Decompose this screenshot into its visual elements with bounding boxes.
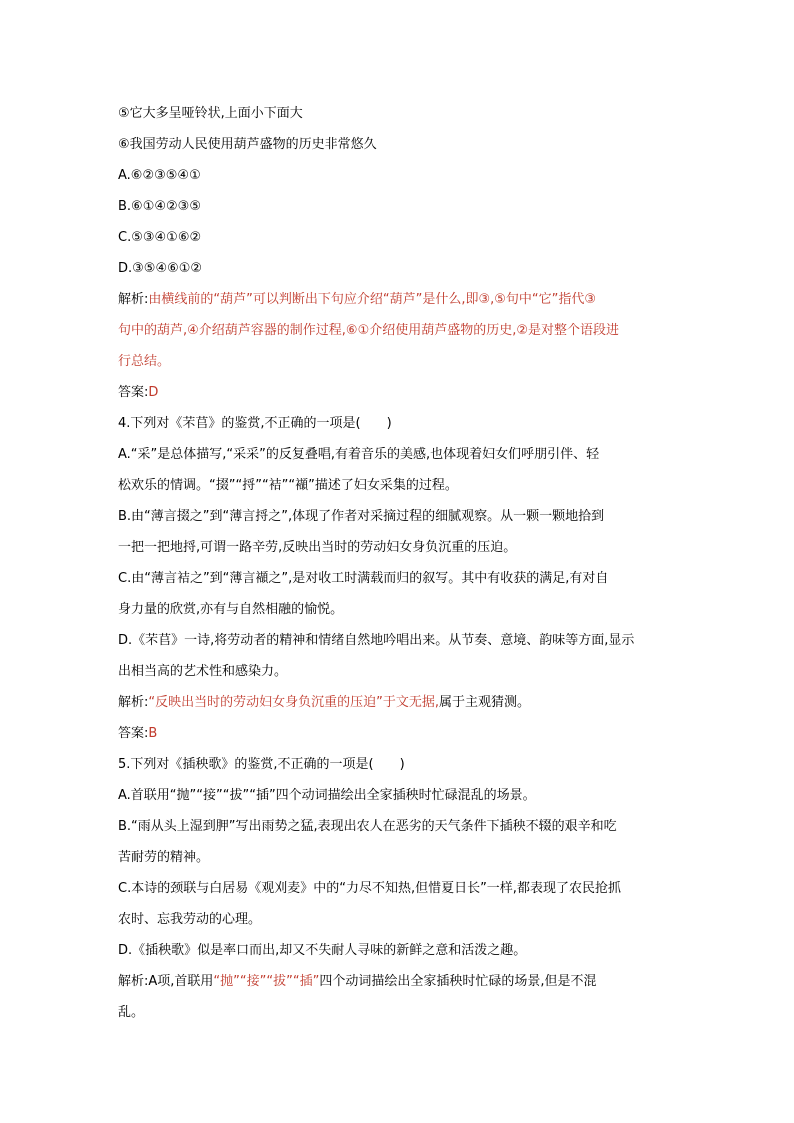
q4-option-d-line-1: D.《芣苢》一诗,将劳动者的精神和情绪自然地吟唱出来。从节奏、意境、韵味等方面,显示 [118,633,635,648]
q4-analysis-rest: 属于主观猜测。 [439,695,531,710]
q5-option-b-line-2: 苦耐劳的精神。 [118,850,210,865]
q3-analysis-line-3: 行总结。 [118,354,171,369]
q3-option-a: A.⑥②③⑤④① [118,168,201,183]
q5-analysis-label: 解析: [118,974,149,989]
q5-analysis-line-1 [118,966,678,997]
q4-answer-label: 答案: [118,726,149,741]
q3-answer-label: 答案: [118,385,149,400]
q3-answer [118,377,678,408]
q5-option-b-line-1: B.“雨从头上湿到胛”写出雨势之猛,表现出农人在恶劣的天气条件下插秧不辍的艰辛和吃 [118,819,617,834]
q4-option-b-line-1: B.由“薄言掇之”到“薄言捋之”,体现了作者对采摘过程的细腻观察。从一颗一颗地拾到 [118,509,605,524]
q4-analysis-label: 解析: [118,695,149,710]
q5-analysis-line-2: 乱。 [118,1005,145,1020]
q4-option-d-line-2: 出相当高的艺术性和感染力。 [118,664,288,679]
q5-stem: 5.下列对《插秧歌》的鉴赏,不正确的一项是( ) [118,757,405,772]
q5-option-a: A.首联用“抛”“接”“拔”“插”四个动词描绘出全家插秧时忙碌混乱的场景。 [118,788,536,803]
item-6: ⑥我国劳动人民使用葫芦盛物的历史非常悠久 [118,137,377,152]
q4-stem: 4.下列对《芣苢》的鉴赏,不正确的一项是( ) [118,416,392,431]
q5-analysis-b: 四个动词描绘出全家插秧时忙碌的场景,但是不混 [319,974,597,989]
q3-analysis-line-1 [118,284,678,315]
q4-analysis [118,687,678,718]
q4-analysis-quote: “反映出当时的劳动妇女身负沉重的压迫”于文无据, [148,695,439,710]
q3-analysis-line-2: 句中的葫芦,④介绍葫芦容器的制作过程,⑥①介绍使用葫芦盛物的历史,②是对整个语段进 [118,323,620,338]
q4-option-c-line-2: 身力量的欣赏,亦有与自然相融的愉悦。 [118,602,344,617]
document-page [118,98,678,1028]
q5-option-c-line-2: 农时、忘我劳动的心理。 [118,912,262,927]
q5-analysis-a: A项,首联用 [148,974,214,989]
q3-analysis-text: 由横线前的“葫芦”可以判断出下句应介绍“葫芦”是什么,即③,⑤句中“它”指代③ [148,292,597,307]
q5-analysis-quote: “抛”“接”“拔”“插” [213,974,320,989]
q4-option-a-line-2: 松欢乐的情调。“掇”“捋”“袺”“襭”描述了妇女采集的过程。 [118,478,458,493]
q3-analysis-label: 解析: [118,292,149,307]
q4-answer [118,718,678,749]
q3-answer-value: D [148,385,159,400]
q3-option-d: D.③⑤④⑥①② [118,261,203,276]
q3-option-c: C.⑤③④①⑥② [118,230,202,245]
q4-option-c-line-1: C.由“薄言袺之”到“薄言襭之”,是对收工时满载而归的叙写。其中有收获的满足,有对自 [118,571,609,586]
q4-answer-value: B [148,726,158,741]
q4-option-b-line-2: 一把一把地捋,可谓一路辛劳,反映出当时的劳动妇女身负沉重的压迫。 [118,540,517,555]
q5-option-c-line-1: C.本诗的颈联与白居易《观刈麦》中的“力尽不知热,但惜夏日长”一样,都表现了农民抢抓 [118,881,621,896]
q4-option-a-line-1: A.“采”是总体描写,“采采”的反复叠唱,有着音乐的美感,也体现着妇女们呼朋引伴、轻 [118,447,600,462]
item-5: ⑤它大多呈哑铃状,上面小下面大 [118,106,303,121]
q3-option-b: B.⑥①④②③⑤ [118,199,201,214]
q5-option-d: D.《插秧歌》似是率口而出,却又不失耐人寻味的新鲜之意和活泼之趣。 [118,943,527,958]
